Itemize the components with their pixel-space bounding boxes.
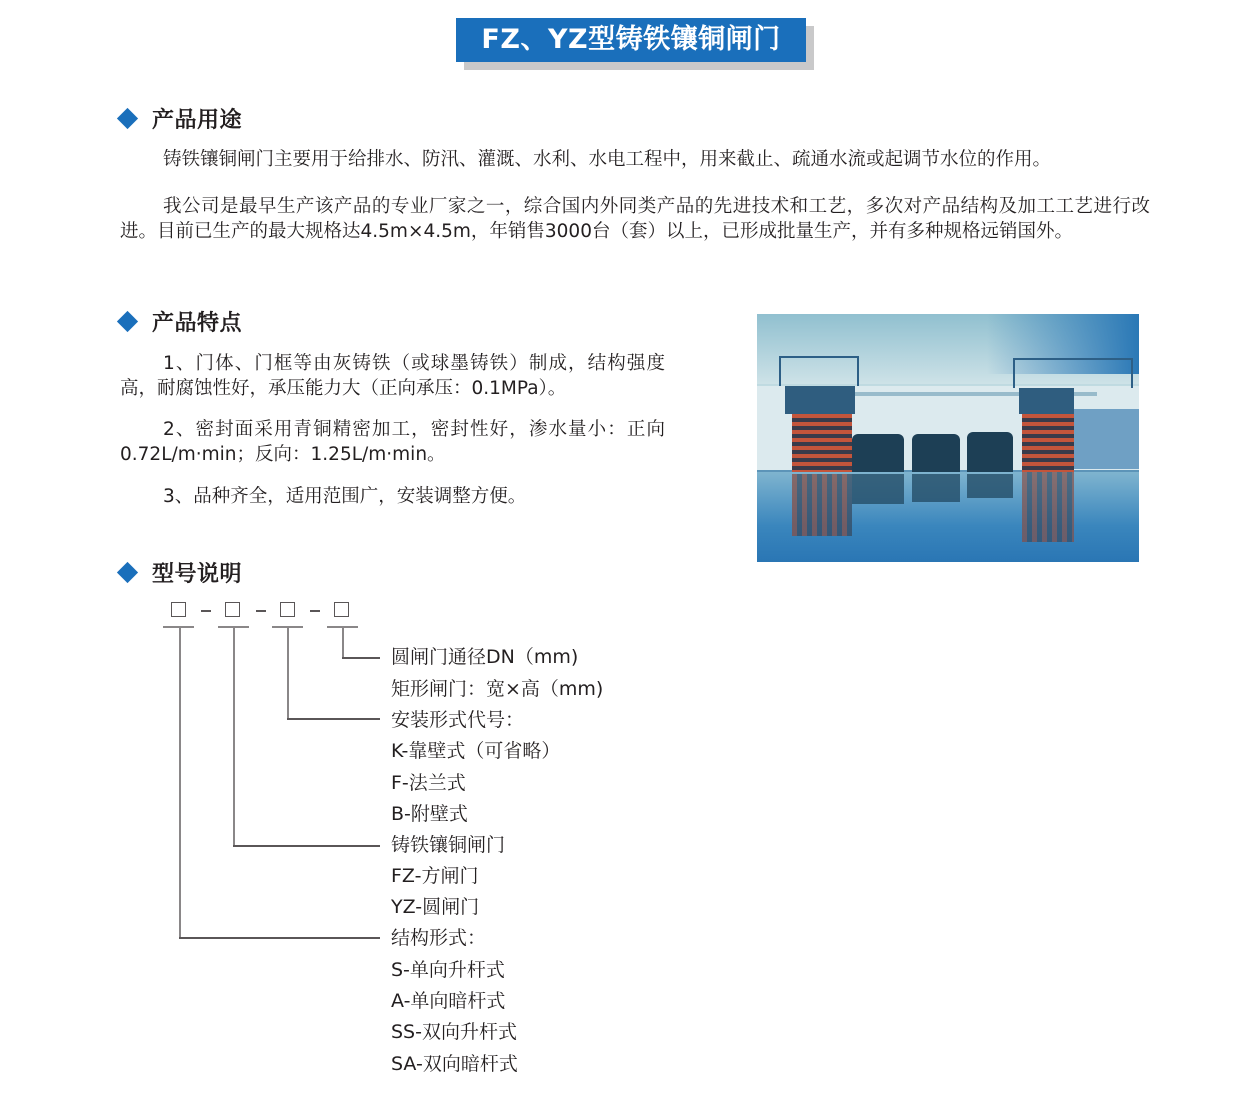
diamond-icon bbox=[117, 107, 138, 128]
legend-structure-a: A-单向暗杆式 bbox=[391, 990, 506, 1012]
legend-install-title: 安装形式代号： bbox=[391, 709, 525, 731]
feature-item-1: 1、门体、门框等由灰铸铁（或球墨铸铁）制成，结构强度高，耐腐蚀性好，承压能力大（正向承压：0.1MPa）。 bbox=[120, 353, 665, 399]
legend-structure-sa: SA-双向暗杆式 bbox=[391, 1053, 518, 1075]
connector-install bbox=[287, 718, 380, 720]
connector-type bbox=[233, 845, 380, 847]
diamond-icon bbox=[117, 561, 138, 582]
usage-paragraph-1: 铸铁镶铜闸门主要用于给排水、防汛、灌溉、水利、水电工程中，用来截止、疏通水流或起调节水位的作用。 bbox=[163, 149, 1052, 170]
legend-structure-ss: SS-双向升杆式 bbox=[391, 1021, 517, 1043]
legend-structure-s: S-单向升杆式 bbox=[391, 959, 505, 981]
legend-size-round: 圆闸门通径DN（mm) bbox=[391, 646, 579, 668]
legend-type-fz: FZ-方闸门 bbox=[391, 865, 479, 887]
legend-type-yz: YZ-圆闸门 bbox=[391, 896, 480, 918]
code-box-install bbox=[280, 602, 295, 617]
section-heading-model bbox=[115, 557, 242, 587]
leader-line-type bbox=[233, 627, 235, 846]
code-dash bbox=[201, 610, 211, 612]
code-dash bbox=[310, 610, 320, 612]
leader-line-install bbox=[287, 627, 289, 719]
section-title: 产品特点 bbox=[152, 310, 243, 336]
legend-type-title: 铸铁镶铜闸门 bbox=[391, 834, 506, 856]
usage-paragraph-2: 我公司是最早生产该产品的专业厂家之一，综合国内外同类产品的先进技术和工艺，多次对产品结构及加工工艺进行改进。目前已生产的最大规格达4.5m×4.5m，年销售3000台（套）以上，已形成批量生产，并有多种规格远销国外。 bbox=[120, 196, 1150, 242]
code-box-structure bbox=[171, 602, 186, 617]
code-dash bbox=[256, 610, 266, 612]
section-heading-usage bbox=[115, 103, 242, 133]
connector-size bbox=[342, 657, 380, 659]
legend-install-k: K-靠壁式（可省略） bbox=[391, 740, 561, 762]
feature-item-2: 2、密封面采用青铜精密加工，密封性好，渗水量小：正向0.72L/m·min；反向：1.25L/m·min。 bbox=[120, 419, 665, 465]
section-title: 产品用途 bbox=[152, 107, 243, 133]
feature-item-3: 3、品种齐全，适用范围广，安装调整方便。 bbox=[163, 486, 527, 507]
connector-structure bbox=[179, 937, 380, 939]
legend-install-b: B-附壁式 bbox=[391, 803, 468, 825]
legend-install-f: F-法兰式 bbox=[391, 772, 466, 794]
code-box-type bbox=[225, 602, 240, 617]
page-title: FZ、YZ型铸铁镶铜闸门 bbox=[456, 18, 806, 62]
code-box-size bbox=[334, 602, 349, 617]
leader-line-size bbox=[342, 627, 344, 658]
product-photo bbox=[757, 314, 1139, 562]
legend-structure-title: 结构形式： bbox=[391, 927, 487, 949]
section-heading-features bbox=[115, 306, 242, 336]
leader-line-structure bbox=[179, 627, 181, 938]
legend-size-rect: 矩形闸门：宽×高（mm) bbox=[391, 678, 604, 700]
section-title: 型号说明 bbox=[152, 561, 243, 587]
diamond-icon bbox=[117, 310, 138, 331]
